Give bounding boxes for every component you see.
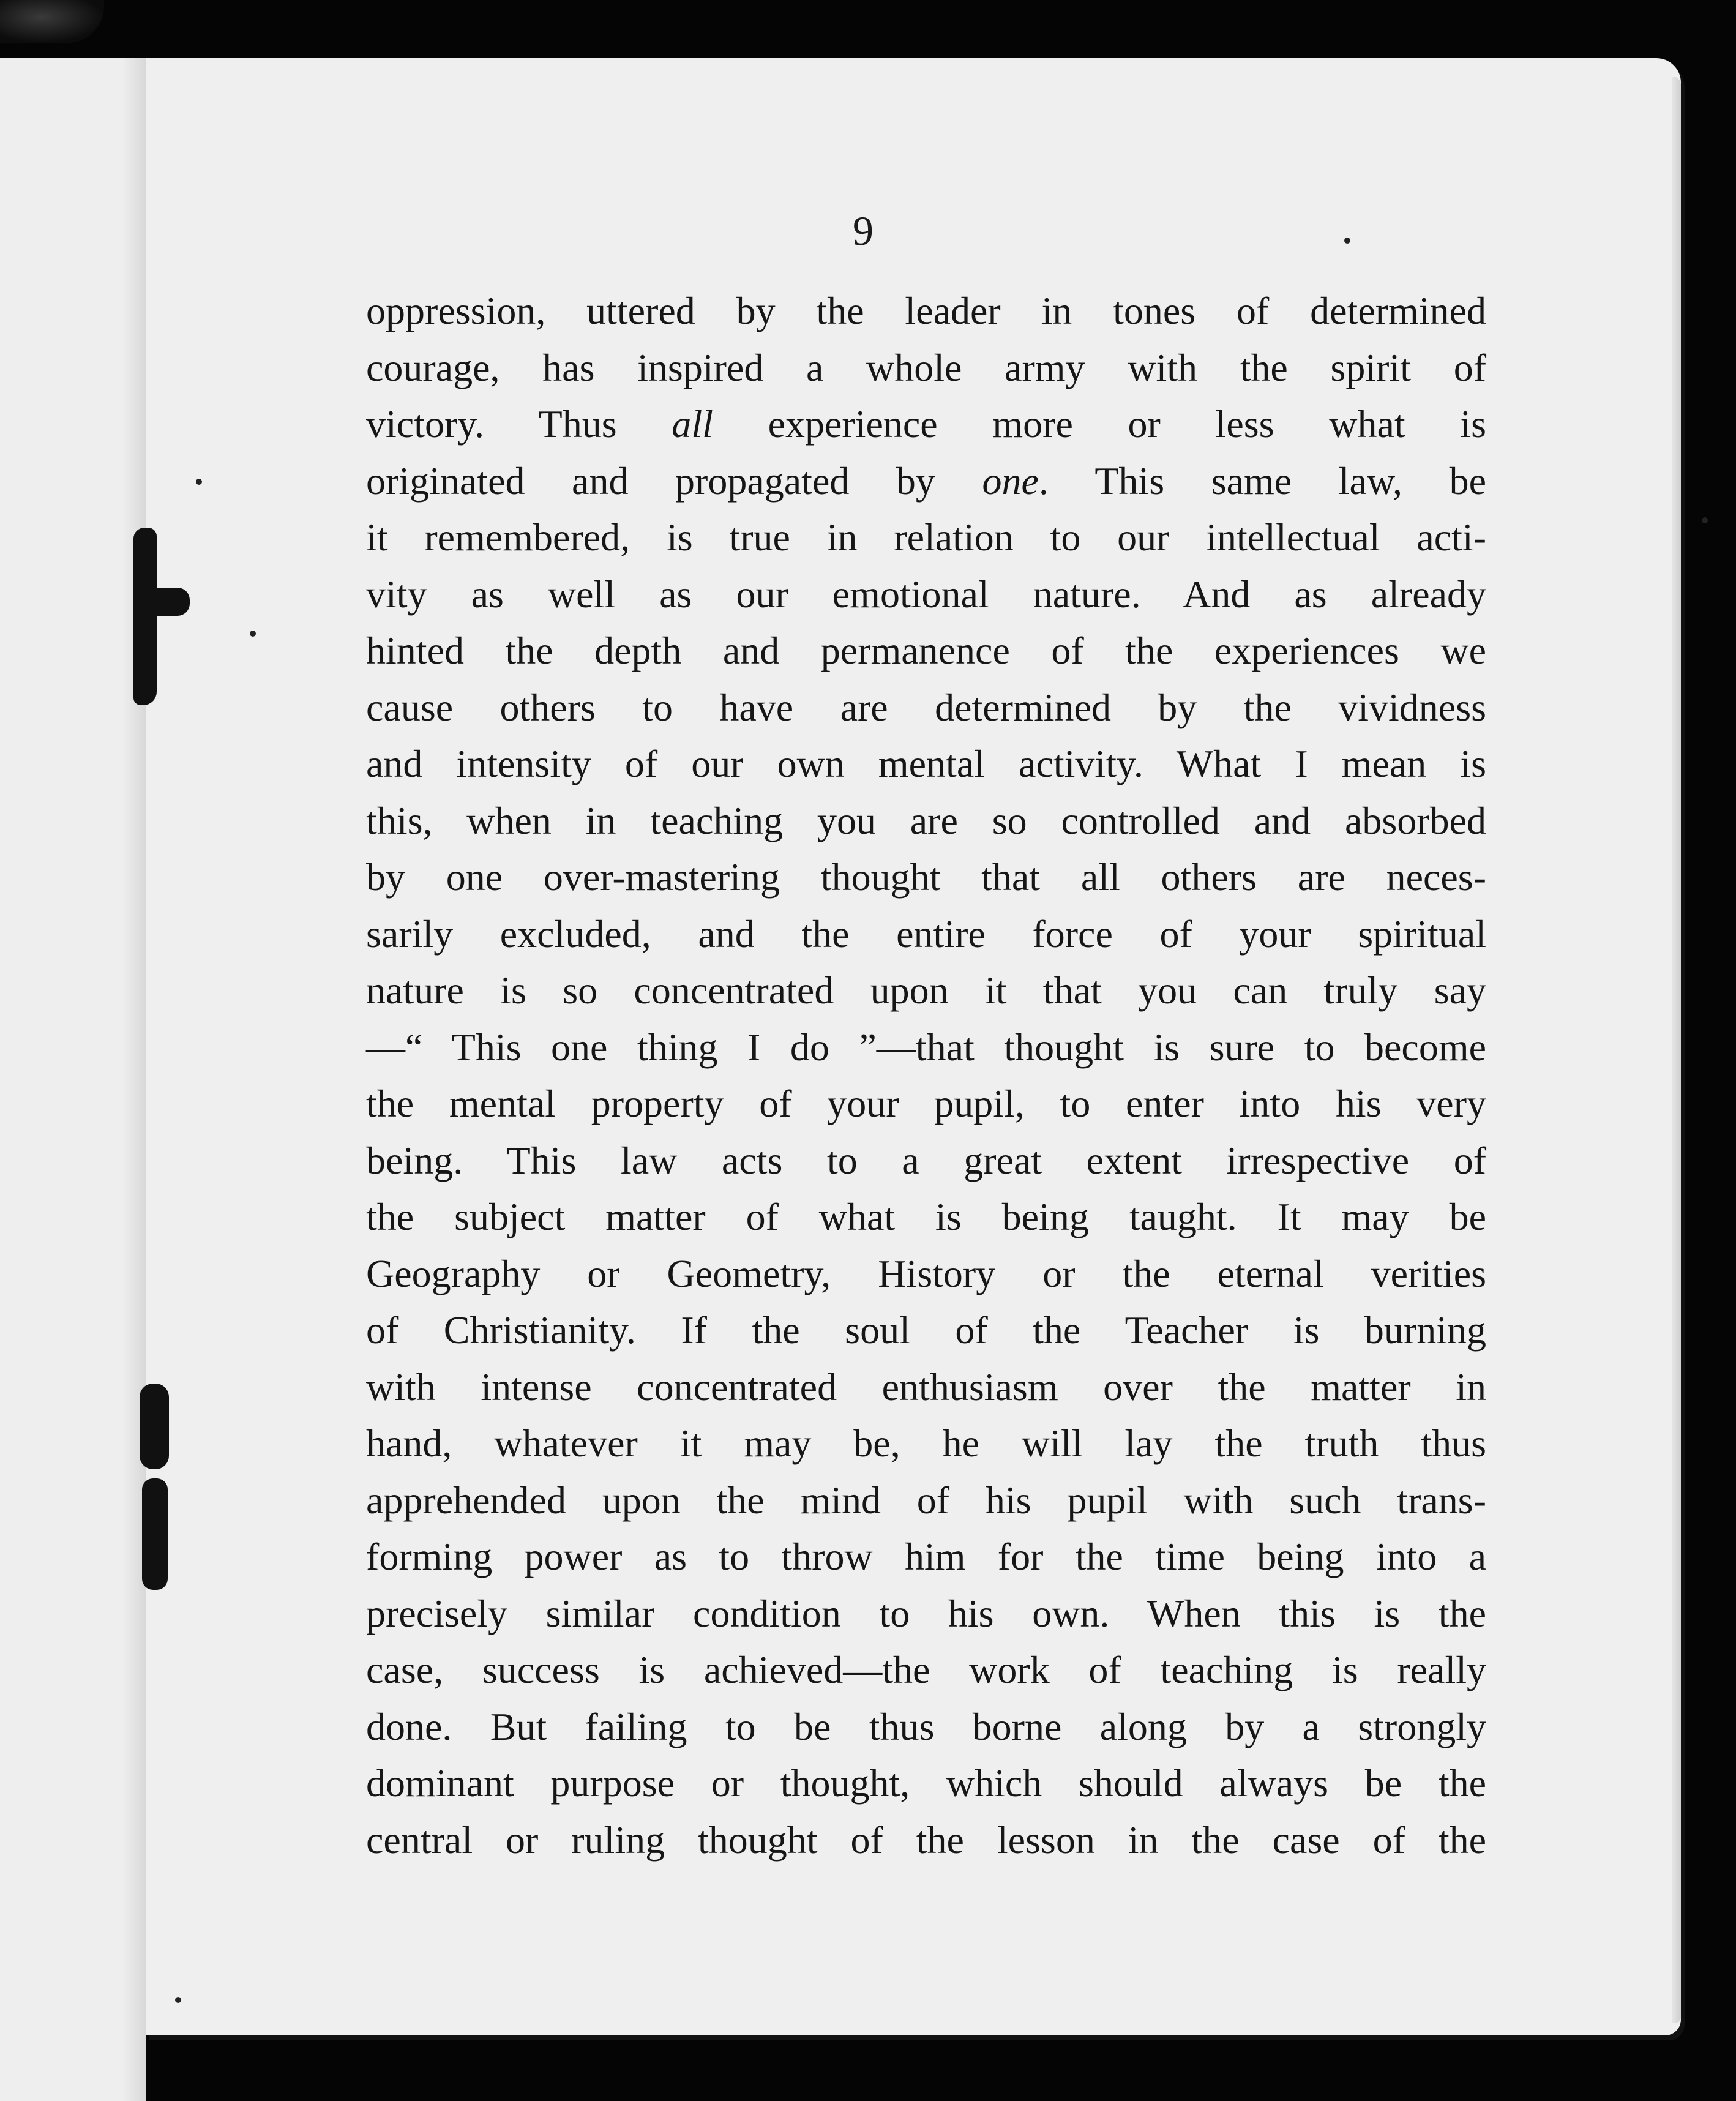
page-edge <box>1672 77 1681 2023</box>
text-line: victory. Thus all experience more or less what is <box>366 402 1486 446</box>
text-line: originated and propagated by one. This same law, be <box>366 459 1486 503</box>
text-line: —“ This one thing I do ”—that thought is sure to become <box>366 1025 1486 1069</box>
text-line: vity as well as our emotional nature. And as already <box>366 572 1486 616</box>
text-line: precisely similar condition to his own. When this is the <box>366 1591 1486 1635</box>
text-line: central or ruling thought of the lesson in the case of the <box>366 1818 1486 1862</box>
scan-speck <box>250 631 256 637</box>
text-line: it remembered, is true in relation to our intellectual acti- <box>366 515 1486 559</box>
scan-speck <box>196 479 202 485</box>
text-line: cause others to have are determined by the vividness <box>366 685 1486 729</box>
text-line: and intensity of our own mental activity. What I mean is <box>366 742 1486 785</box>
scan-speck <box>1344 238 1350 244</box>
text-line: by one over-mastering thought that all others are neces- <box>366 855 1486 899</box>
text-line: nature is so concentrated upon it that you can truly say <box>366 968 1486 1012</box>
text-line: with intense concentrated enthusiasm over the matter in <box>366 1365 1486 1409</box>
body-text <box>366 283 1486 1868</box>
page-number: 9 <box>853 208 874 254</box>
text-line: hinted the depth and permanence of the experiences we <box>366 629 1486 672</box>
scan-speck <box>1702 517 1708 523</box>
margin-blot <box>144 588 190 616</box>
text-line: this, when in teaching you are so controlled and absorbed <box>366 798 1486 842</box>
scan-smudge <box>0 0 104 43</box>
text-line: done. But failing to be thus borne along by a strongly <box>366 1704 1486 1748</box>
text-line: the mental property of your pupil, to enter into his very <box>366 1082 1486 1125</box>
text-line: hand, whatever it may be, he will lay the truth thus <box>366 1421 1486 1465</box>
text-line: courage, has inspired a whole army with the spirit of <box>366 345 1486 389</box>
text-line: forming power as to throw him for the time being into a <box>366 1535 1486 1578</box>
text-line: oppression, uttered by the leader in tones of determined <box>366 289 1486 332</box>
text-line: case, success is achieved—the work of teaching is really <box>366 1648 1486 1691</box>
text-line: dominant purpose or thought, which should always be the <box>366 1761 1486 1805</box>
text-line: sarily excluded, and the entire force of your spiritual <box>366 912 1486 956</box>
text-line: the subject matter of what is being taught. It may be <box>366 1195 1486 1238</box>
text-line: being. This law acts to a great extent irrespective of <box>366 1138 1486 1182</box>
text-line: Geography or Geometry, History or the eternal verities <box>366 1251 1486 1295</box>
scan-speck <box>175 1997 181 2003</box>
margin-blot <box>133 528 157 705</box>
text-line: of Christianity. If the soul of the Teacher is burning <box>366 1308 1486 1352</box>
text-line: apprehended upon the mind of his pupil with such trans- <box>366 1478 1486 1522</box>
margin-blot <box>142 1478 168 1590</box>
margin-blot <box>140 1384 169 1469</box>
